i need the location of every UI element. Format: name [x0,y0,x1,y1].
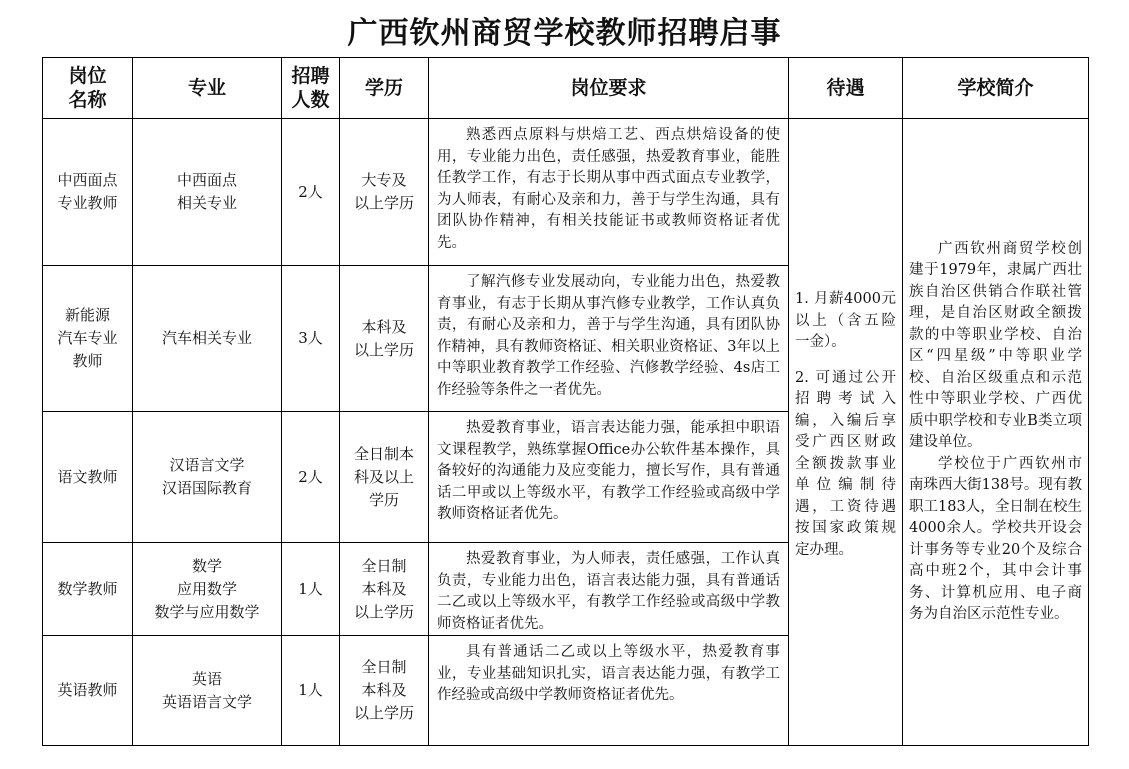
intro-paragraph: 广西钦州商贸学校创建于1979年，隶属广西壮族自治区供销合作联社管理，是自治区财政全额拨款的中等职业学校、自治区“四星级”中等职业学校、自治区级重点和示范性中等职业学校、广西优质中职学校和专业B类立项建设单位。 [909,240,1082,450]
benefit-item: 2. 可通过公开招聘考试入编，入编后享受广西区财政全额拨款事业单位编制待遇，工资待遇按国家政策规定办理。 [795,369,896,558]
education-cell: 全日制本 科及以上 学历 [340,412,429,543]
requirements-cell: 了解汽修专业发展动向，专业能力出色，热爱教育事业，有志于长期从事汽修专业教学，工作认真负责，有耐心及亲和力，善于与学生沟通，具有团队协作精神，具有教师资格证、相关职业资格证、3年以上中等职业教育教学工作经验、汽修教学经验、4s店工作经验等条件之一者优先。 [429,266,789,412]
major-cell: 中西面点 相关专业 [133,119,282,266]
benefit-item: 1. 月薪4000元以上（含五险一金）。 [795,291,896,350]
major-cell: 英语 英语语言文学 [133,636,282,746]
count-cell: 1人 [282,543,340,636]
education-cell: 大专及 以上学历 [340,119,429,266]
count-cell: 2人 [282,119,340,266]
requirements-cell: 熟悉西点原料与烘焙工艺、西点烘焙设备的使用，专业能力出色，责任感强，热爱教育事业，能胜任教学工作，有志于长期从事中西式面点专业教学，为人师表，有耐心及亲和力，善于与学生沟通，具有团队协作精神，有相关技能证书或教师资格证者优先。 [429,119,789,266]
requirements-cell: 具有普通话二乙或以上等级水平，热爱教育事业，专业基础知识扎实，语言表达能力强，有教学工作经验或高级中学教师资格证者优先。 [429,636,789,746]
header-row [43,58,1089,119]
count-cell: 3人 [282,266,340,412]
requirements-cell: 热爱教育事业，为人师表，责任感强，工作认真负责，专业能力出色，语言表达能力强，具有普通话二乙或以上等级水平，有教学工作经验或高级中学教师资格证者优先。 [429,543,789,636]
recruitment-table [42,57,1089,746]
page-title: 广西钦州商贸学校教师招聘启事 [347,16,782,51]
major-cell: 数学 应用数学 数学与应用数学 [133,543,282,636]
benefits-cell [789,119,903,746]
intro-paragraph: 学校位于广西钦州市南珠西大街138号。现有教职工183人，全日制在校生4000余人。学校共开设会计事务等专业20个及综合高中班2个，其中会计事务、计算机应用、电子商务为自治区示范性专业。 [909,455,1082,622]
header-school-intro: 学校简介 [903,58,1089,119]
position-cell: 数学教师 [43,543,133,636]
header-major: 专业 [133,58,282,119]
requirements-cell: 热爱教育事业，语言表达能力强，能承担中职语文课程教学，熟练掌握Office办公软件基本操作，具备较好的沟通能力及应变能力，擅长写作，具有普通话二甲或以上等级水平，有教学工作经验或高级中学教师资格证者优先。 [429,412,789,543]
header-education: 学历 [340,58,429,119]
education-cell: 全日制 本科及 以上学历 [340,636,429,746]
count-cell: 1人 [282,636,340,746]
major-cell: 汽车相关专业 [133,266,282,412]
education-cell: 全日制 本科及 以上学历 [340,543,429,636]
header-position: 岗位 名称 [43,58,133,119]
header-count: 招聘 人数 [282,58,340,119]
count-cell: 2人 [282,412,340,543]
position-cell: 英语教师 [43,636,133,746]
header-requirements: 岗位要求 [429,58,789,119]
position-cell: 语文教师 [43,412,133,543]
education-cell: 本科及 以上学历 [340,266,429,412]
header-benefits: 待遇 [789,58,903,119]
table-row [43,119,1089,266]
school-intro-cell [903,119,1089,746]
position-cell: 中西面点 专业教师 [43,119,133,266]
position-cell: 新能源 汽车专业 教师 [43,266,133,412]
major-cell: 汉语言文学 汉语国际教育 [133,412,282,543]
